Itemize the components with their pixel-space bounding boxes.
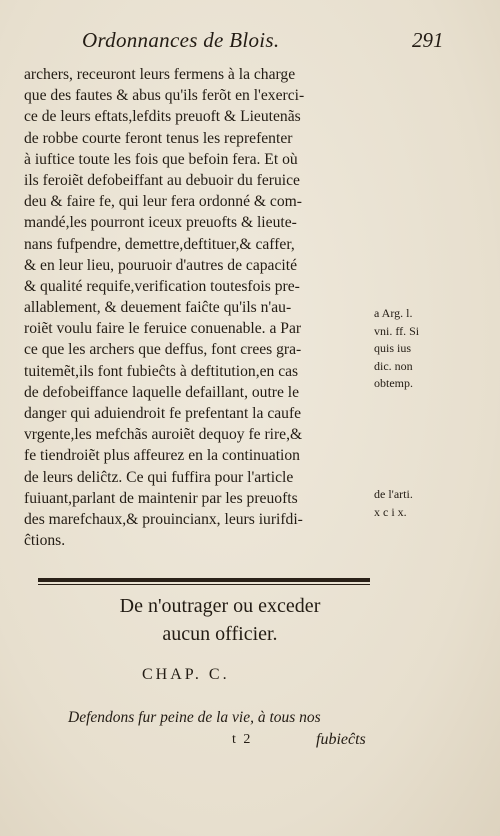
section-rule-thin [38,584,370,585]
text-line: danger qui aduiendroit fe prefentant la caufe [24,405,302,422]
section-heading-line: De n'outrager ou exceder [119,595,321,617]
text-line: ce que les archers que deffus, font crees gra- [24,341,302,359]
catchword: fubieĉts [316,731,366,748]
text-line: & qualité requife,verification toutesfois pre- [24,277,300,295]
margin-note-line: x c i x. [374,504,407,519]
text-line: fe tiendroiẽt plus affeurez en la continuation [24,447,300,465]
margin-note-line: a Arg. l. [374,306,413,320]
margin-note-line: obtemp. [374,376,413,390]
margin-note-line: dic. non [374,358,413,373]
text-line: tuitemẽt,ils font fubieĉts à deftitution,en cas [24,362,299,380]
text-line: & en leur lieu, pouruoir d'autres de capacité [24,256,297,274]
margin-note-line: de l'arti. [374,487,413,501]
text-line: que des fautes & abus qu'ils ferõt en l'exerci- [24,87,305,105]
page-number: 291 [412,28,444,52]
text-line: de robbe courte feront tenus les reprefenter [24,129,293,147]
chapter-label: CHAP. C. [142,666,230,683]
margin-note-a [374,305,444,393]
text-line: de leurs deliĉtz. Ce qui fuffira pour l'article [24,468,294,486]
text-line: fuiuant,parlant de maintenir par les preuofts [24,489,298,507]
text-line: roiẽt voulu faire le feruice conuenable. a Par [24,320,302,338]
body-text [24,64,376,551]
margin-note-line: quis ius [374,341,412,355]
text-line: mandé,les pourront iceux preuofts & lieute- [24,214,297,232]
signature-mark: t 2 [232,732,253,747]
text-line: ce de leurs eftats,lefdits preuoft & Lieutenãs [24,108,301,126]
text-line: allablement, & deuement faiĉte qu'ils n'au- [24,299,292,317]
section-heading [60,592,380,648]
text-line: ils feroiẽt defobeiffant au debuoir du feruice [24,171,300,189]
text-line: ĉtions. [24,532,66,550]
running-title: Ordonnances de Blois. [82,28,280,52]
text-line: deu & faire fe, qui leur fera ordonné & com- [24,193,302,211]
text-line: des marefchaux,& prouincianx, leurs iurifdi- [24,510,303,528]
text-line: à iuftice toute les fois que befoin fera. Et où [24,150,298,168]
margin-note-b [374,486,444,521]
text-line: de defobeiffance laquelle defaillant, outre le [24,383,300,401]
section-heading-line: aucun officier. [162,623,278,645]
italic-opening-line: Defendons fur peine de la vie, à tous nos [68,709,321,726]
text-line: vrgente,les mefchãs auroiẽt dequoy fe rire,& [24,426,303,444]
section-rule [38,578,370,582]
margin-note-line: vni. ff. Si [374,323,420,338]
text-line: archers, receuront leurs fermens à la charge [24,66,296,83]
text-line: nans fufpendre, demettre,deftituer,& caffer, [24,235,295,253]
